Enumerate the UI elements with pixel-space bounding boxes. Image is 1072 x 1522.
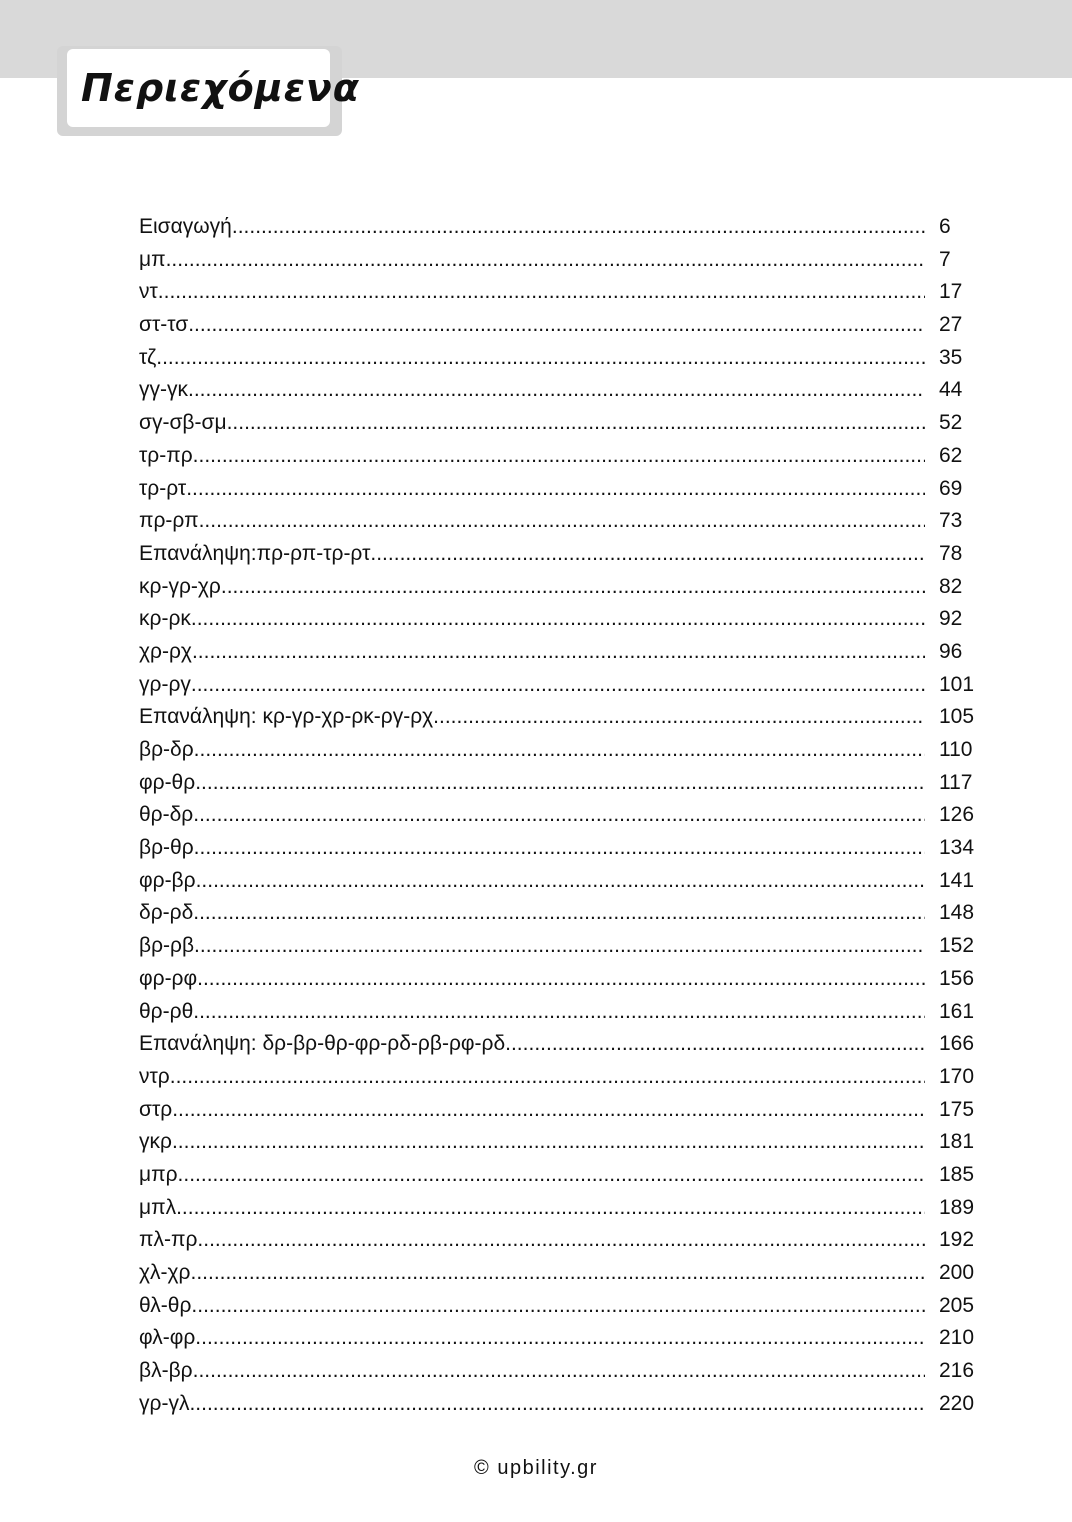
toc-entry[interactable]: [139, 374, 979, 407]
toc-entry[interactable]: [139, 244, 979, 277]
toc-entry-page-number: 92: [939, 607, 963, 631]
toc-entry-page-number: 7: [939, 247, 951, 271]
toc-dot-leader: [193, 440, 925, 473]
toc-entry-label: μπρ: [139, 1162, 178, 1186]
toc-entry-page-number: 126: [939, 803, 975, 827]
toc-entry[interactable]: [139, 1322, 979, 1355]
table-of-contents: [139, 211, 979, 1420]
toc-dot-leader: [191, 669, 925, 702]
toc-entry[interactable]: [139, 571, 979, 604]
toc-entry-label: πλ-πρ: [139, 1228, 198, 1252]
toc-entry-page-number: 96: [939, 639, 963, 663]
toc-entry-page-number: 220: [939, 1391, 975, 1415]
toc-entry[interactable]: [139, 832, 979, 865]
toc-entry[interactable]: [139, 309, 979, 342]
toc-entry-label: Επανάληψη: κρ-γρ-χρ-ρκ-ργ-ρχ: [139, 705, 434, 729]
toc-entry-page-number: 210: [939, 1326, 975, 1350]
page-title: Περιεχόμενα: [81, 66, 360, 110]
toc-entry-label: γκρ: [139, 1130, 172, 1154]
toc-entry-page-number: 69: [939, 476, 963, 500]
toc-dot-leader: [191, 1257, 926, 1290]
toc-entry-page-number: 200: [939, 1261, 975, 1284]
toc-entry-page-number: 141: [939, 868, 975, 892]
toc-entry-page-number: 216: [939, 1359, 975, 1383]
toc-entry-page-number: 101: [939, 672, 975, 696]
toc-entry-label: φλ-φρ: [139, 1326, 196, 1350]
toc-entry-label: φρ-ρφ: [139, 966, 198, 990]
toc-entry-page-number: 52: [939, 411, 963, 435]
toc-entry-label: τρ-ρτ: [139, 476, 187, 500]
toc-dot-leader: [191, 1290, 925, 1323]
toc-entry-page-number: 6: [939, 215, 951, 238]
title-box: [57, 46, 360, 136]
toc-entry-page-number: 148: [939, 901, 975, 925]
toc-entry-page-number: 181: [939, 1130, 975, 1154]
toc-entry-label: κρ-γρ-χρ: [139, 574, 221, 598]
toc-entry[interactable]: [139, 930, 979, 963]
toc-entry-page-number: 17: [939, 280, 963, 304]
toc-dot-leader: [178, 1159, 925, 1192]
toc-entry-page-number: 189: [939, 1195, 975, 1219]
toc-entry-page-number: 156: [939, 966, 975, 990]
toc-entry-page-number: 110: [939, 738, 973, 761]
toc-dot-leader: [186, 473, 925, 506]
toc-entry-label: μπ: [139, 247, 166, 271]
toc-entry[interactable]: [139, 1126, 979, 1159]
toc-entry[interactable]: [139, 538, 979, 571]
toc-dot-leader: [199, 505, 925, 538]
toc-entry[interactable]: [139, 342, 979, 375]
toc-entry-label: γρ-ργ: [139, 672, 191, 696]
toc-entry-label: φρ-θρ: [139, 770, 196, 794]
toc-dot-leader: [188, 374, 925, 407]
toc-entry[interactable]: [139, 897, 979, 930]
toc-entry-label: βρ-θρ: [139, 836, 194, 860]
toc-dot-leader: [189, 1388, 925, 1421]
toc-entry[interactable]: [139, 636, 979, 669]
toc-entry[interactable]: [139, 1290, 979, 1323]
toc-entry-page-number: 117: [939, 770, 973, 794]
toc-entry-page-number: 175: [939, 1097, 975, 1121]
toc-entry-label: φρ-βρ: [139, 868, 196, 892]
toc-entry-label: χρ-ρχ: [139, 639, 192, 663]
toc-dot-leader: [193, 799, 925, 832]
toc-entry-label: Εισαγωγή: [139, 215, 232, 238]
toc-entry-label: χλ-χρ: [139, 1261, 191, 1284]
toc-dot-leader: [176, 1192, 925, 1225]
toc-entry-label: στρ: [139, 1097, 173, 1121]
toc-dot-leader: [221, 571, 925, 604]
toc-entry[interactable]: [139, 211, 979, 244]
toc-entry-label: θρ-δρ: [139, 803, 194, 827]
toc-entry-page-number: 134: [939, 836, 975, 860]
toc-entry[interactable]: [139, 407, 979, 440]
toc-dot-leader: [505, 1028, 925, 1061]
toc-entry-label: βλ-βρ: [139, 1359, 193, 1383]
toc-dot-leader: [192, 636, 925, 669]
toc-entry[interactable]: [139, 669, 979, 702]
toc-entry[interactable]: [139, 1224, 979, 1257]
toc-entry[interactable]: [139, 505, 979, 538]
toc-entry[interactable]: [139, 1061, 979, 1094]
toc-entry[interactable]: [139, 603, 979, 636]
toc-entry-label: κρ-ρκ: [139, 607, 191, 631]
toc-dot-leader: [156, 342, 925, 375]
toc-dot-leader: [194, 930, 925, 963]
toc-entry-label: στ-τσ: [139, 313, 189, 337]
toc-entry-label: θρ-ρθ: [139, 999, 194, 1023]
toc-entry-page-number: 73: [939, 509, 963, 533]
toc-entry-page-number: 161: [939, 999, 975, 1023]
toc-dot-leader: [194, 832, 925, 865]
toc-entry-page-number: 62: [939, 443, 963, 467]
toc-entry-label: γρ-γλ: [139, 1391, 190, 1415]
toc-dot-leader: [188, 309, 925, 342]
toc-dot-leader: [191, 603, 925, 636]
toc-dot-leader: [232, 211, 925, 244]
toc-entry-page-number: 35: [939, 345, 963, 369]
toc-dot-leader: [194, 734, 925, 767]
toc-entry-page-number: 185: [939, 1162, 975, 1186]
toc-entry-label: δρ-ρδ: [139, 901, 194, 925]
toc-entry[interactable]: [139, 440, 979, 473]
toc-entry[interactable]: [139, 1192, 979, 1225]
toc-dot-leader: [227, 407, 925, 440]
toc-entry[interactable]: [139, 996, 979, 1029]
toc-dot-leader: [172, 1094, 925, 1127]
toc-entry[interactable]: [139, 1094, 979, 1127]
toc-entry-label: τζ: [139, 345, 157, 369]
toc-entry-label: μπλ: [139, 1195, 177, 1219]
toc-dot-leader: [158, 276, 925, 309]
toc-entry-label: ντ: [139, 280, 158, 304]
toc-entry-page-number: 192: [939, 1228, 975, 1252]
toc-entry-page-number: 82: [939, 574, 963, 598]
toc-entry-label: Επανάληψη: δρ-βρ-θρ-φρ-ρδ-ρβ-ρφ-ρδ: [139, 1032, 506, 1056]
toc-entry-label: πρ-ρπ: [139, 509, 199, 533]
toc-dot-leader: [433, 701, 925, 734]
toc-dot-leader: [193, 996, 925, 1029]
toc-entry-page-number: 105: [939, 705, 975, 729]
toc-entry[interactable]: [139, 963, 979, 996]
toc-dot-leader: [193, 897, 925, 930]
toc-entry-page-number: 152: [939, 934, 975, 958]
toc-dot-leader: [193, 1355, 925, 1388]
toc-dot-leader: [172, 1126, 925, 1159]
toc-entry[interactable]: [139, 1388, 979, 1421]
toc-entry-label: βρ-δρ: [139, 738, 194, 761]
toc-dot-leader: [197, 963, 925, 996]
footer-copyright: © upbility.gr: [474, 1457, 598, 1479]
toc-dot-leader: [195, 1322, 925, 1355]
toc-entry[interactable]: [139, 865, 979, 898]
toc-dot-leader: [197, 1224, 925, 1257]
toc-entry-label: ντρ: [139, 1064, 170, 1088]
toc-entry[interactable]: [139, 701, 979, 734]
toc-entry[interactable]: [139, 1028, 979, 1061]
toc-entry-label: σγ-σβ-σμ: [139, 411, 227, 435]
toc-entry-page-number: 205: [939, 1293, 975, 1317]
toc-entry[interactable]: [139, 473, 979, 506]
toc-entry-page-number: 166: [939, 1032, 975, 1056]
toc-entry[interactable]: [139, 767, 979, 800]
toc-dot-leader: [196, 865, 925, 898]
toc-dot-leader: [195, 767, 925, 800]
toc-entry[interactable]: [139, 1159, 979, 1192]
toc-entry[interactable]: [139, 734, 979, 767]
title-inner: [67, 49, 360, 127]
toc-entry[interactable]: [139, 276, 979, 309]
toc-entry-page-number: 170: [939, 1064, 975, 1088]
toc-entry-label: θλ-θρ: [139, 1293, 192, 1317]
toc-entry[interactable]: [139, 799, 979, 832]
toc-entry-label: τρ-πρ: [139, 443, 193, 467]
toc-entry[interactable]: [139, 1257, 979, 1290]
toc-entry-label: Επανάληψη:πρ-ρπ-τρ-ρτ: [139, 541, 371, 565]
toc-dot-leader: [170, 1061, 925, 1094]
toc-entry[interactable]: [139, 1355, 979, 1388]
toc-entry-page-number: 78: [939, 541, 963, 565]
toc-entry-page-number: 44: [939, 378, 963, 402]
toc-entry-label: βρ-ρβ: [139, 934, 195, 958]
toc-dot-leader: [166, 244, 925, 277]
toc-dot-leader: [370, 538, 925, 571]
toc-entry-label: γγ-γκ: [139, 378, 188, 402]
toc-entry-page-number: 27: [939, 313, 963, 337]
